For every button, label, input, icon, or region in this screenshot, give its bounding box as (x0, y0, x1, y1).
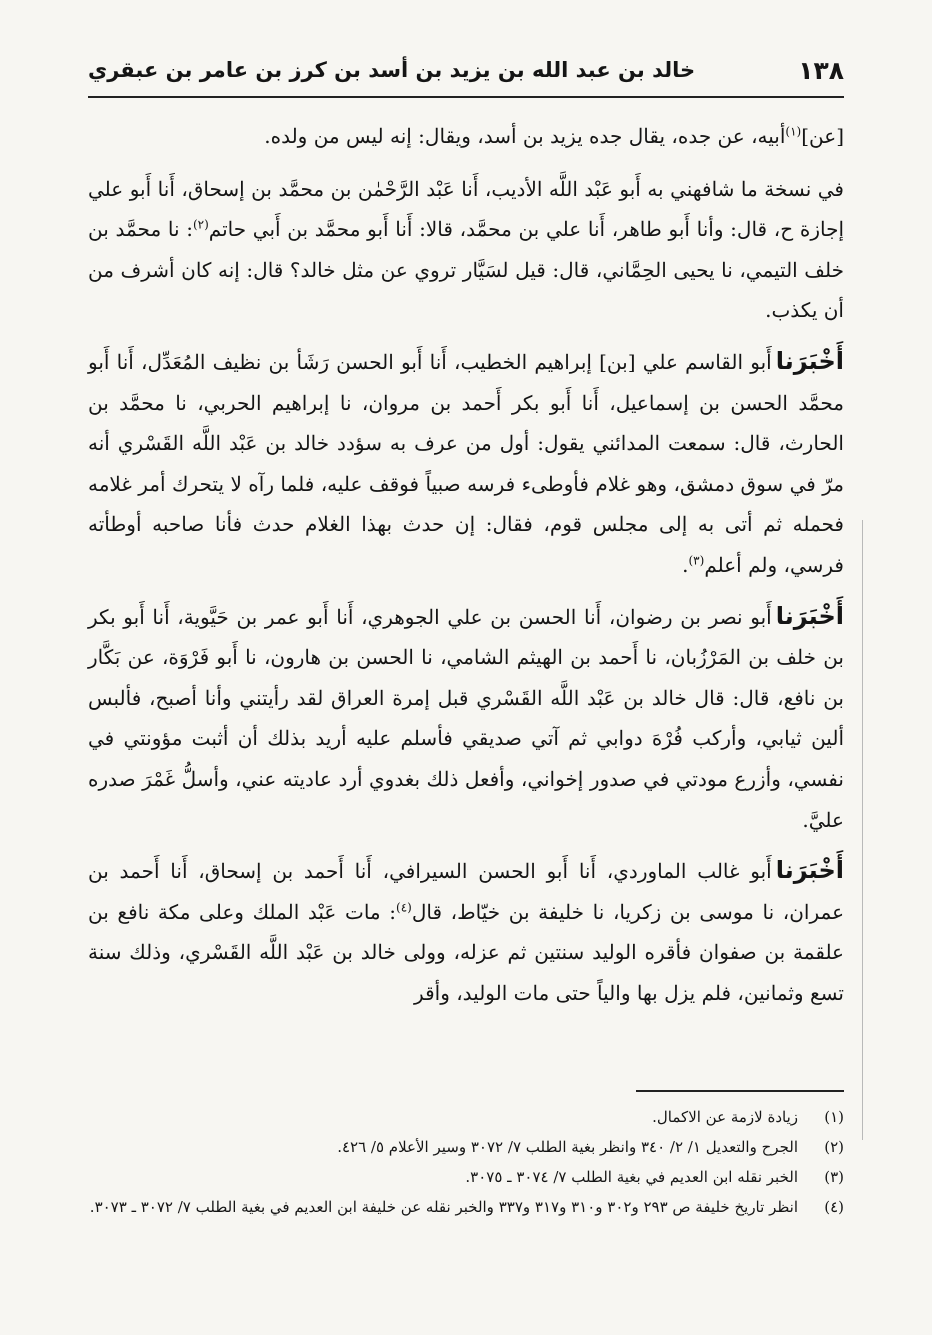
footnote-ref-2: (٢) (192, 217, 209, 232)
akhbarana-lead: أَخْبَرَنا (775, 601, 844, 630)
footnote-text: الخبر نقله ابن العديم في بغية الطلب ٧/ ٣٠٧٤ ـ ٣٠٧٥. (465, 1168, 798, 1186)
footnote-text: الجرح والتعديل ١/ ٢/ ٣٤٠ وانظر بغية الطلب ٧/ ٣٠٧٢ وسير الأعلام ٥/ ٤٢٦. (337, 1138, 798, 1156)
footnote-item (88, 1192, 844, 1222)
paragraph-1 (88, 116, 844, 157)
paragraph-text: : نا محمَّد بن خلف التيمي، نا يحيى الحِمَّاني، قال: قيل لسَيَّار تروي عن مثل خالد؟ قال: إنه كان أشرف من أن يكذب. (88, 217, 844, 323)
footnotes (88, 1102, 844, 1222)
paragraph-text: [عن] (801, 124, 844, 148)
paragraph-text: أَبو نصر بن رضوان، أَنا الحسن بن علي الجوهري، أَنا أَبو عمر بن حَيَّوية، أَنا أَبو بكر بن خلف بن المَرْزُبان، نا أَحمد بن الهيثم الشامي، نا الحسن بن هارون، نا أَبو فَرْوَة، عن بَكَّار بن نافع، قال: قال خالد بن عَبْد اللَّه القَسْري قبل إمرة العراق لقد رأيتني وأنا أصبح، فألبس ألين ثيابي، وأركب فُرْهَ دوابي ثم آتي صديقي فأسلم عليه أريد بذلك أن أثبت مؤونتي في نفسي، وأزرع مودتي في صدور إخواني، وأفعل ذلك بغدوي أرد عاديته عني، وأسلُّ غَمْرَ صدره عليَّ. (88, 604, 844, 832)
running-title: خالد بن عبد الله بن يزيد بن أسد بن كرز بن عامر بن عبقري (88, 58, 696, 82)
akhbarana-lead: أَخْبَرَنا (775, 856, 844, 885)
footnote-text: انظر تاريخ خليفة ص ٢٩٣ و٣٠٢ و٣١٠ و٣١٧ و٣٣٧ والخبر نقله عن خليفة ابن العديم في بغية الطلب ٧/ ٣٠٧٢ ـ ٣٠٧٣. (89, 1198, 798, 1216)
footnote-divider (636, 1090, 844, 1092)
paragraph-text: في نسخة ما شافهني به أَبو عَبْد اللَّه الأديب، أَنا عَبْد الرَّحْمٰن بن محمَّد بن إسحاق، أَنا أَبو علي إجازة ح، قال: وأنا أَبو طاهر، أَنا علي بن محمَّد، قالا: أَنا أَبو محمَّد بن أَبي حاتم (88, 176, 844, 242)
paragraph-text: : مات عَبْد الملك وعلى مكة نافع بن علقمة بن صفوان فأقره الوليد سنتين ثم عزله، وولى خالد بن عَبْد اللَّه القَسْري، وذلك سنة تسع وثمانين، فلم يزل بها والياً حتى مات الوليد، وأقر (88, 899, 844, 1005)
margin-line (862, 520, 863, 1140)
paragraph-text: أبيه، عن جده، يقال جده يزيد بن أسد، ويقال: إنه ليس من ولده. (264, 124, 786, 148)
footnote-ref-1: (١) (785, 124, 802, 139)
paragraph-4 (88, 596, 844, 841)
footnote-ref-3: (٣) (688, 553, 705, 568)
footnote-number: (١) (824, 1108, 844, 1126)
footnote-number: (٣) (824, 1168, 844, 1186)
footnote-item (88, 1162, 844, 1192)
main-text (88, 116, 844, 1023)
page-header (88, 52, 844, 98)
paragraph-text: أَبو القاسم علي [بن] إبراهيم الخطيب، أَنا أَبو الحسن رَشَأ بن نظيف المُعَدِّل، أَنا أَبو محمَّد الحسن بن إسماعيل، أَنا أَبو بكر أَحمد بن مروان، نا إبراهيم الحربي، نا محمَّد بن الحارث، قال: سمعت المدائني يقول: أول من عرف به سؤدد خالد بن عَبْد اللَّه القَسْري أنه مرّ في سوق دمشق، وهو غلام فأوطىء فرسه صبياً فوقف عليه، فلما رآه لا يتحرك أمر غلامه فحمله ثم أتى به إلى مجلس قوم، فقال: إن حدث بهذا الغلام حدث فأنا صاحبه أوطأته فرسي، ولم أعلم (88, 349, 844, 577)
paragraph-3 (88, 341, 844, 586)
footnote-text: زيادة لازمة عن الاكمال. (652, 1108, 798, 1126)
footnote-item (88, 1102, 844, 1132)
footnote-ref-4: (٤) (396, 900, 412, 915)
footnote-number: (٢) (824, 1138, 844, 1156)
paragraph-5 (88, 850, 844, 1013)
paragraph-2 (88, 169, 844, 331)
paragraph-text: أَبو غالب الماوردي، أَنا أَبو الحسن السيرافي، أَنا أَحمد بن إسحاق، أَنا أَحمد بن عمران، نا موسى بن زكريا، نا خليفة بن خيّاط، قال (88, 859, 844, 924)
footnote-item (88, 1132, 844, 1162)
footnote-number: (٤) (824, 1198, 844, 1216)
paragraph-text: . (682, 552, 689, 577)
page-number: ١٣٨ (798, 56, 844, 85)
akhbarana-lead: أَخْبَرَنا (775, 346, 844, 375)
